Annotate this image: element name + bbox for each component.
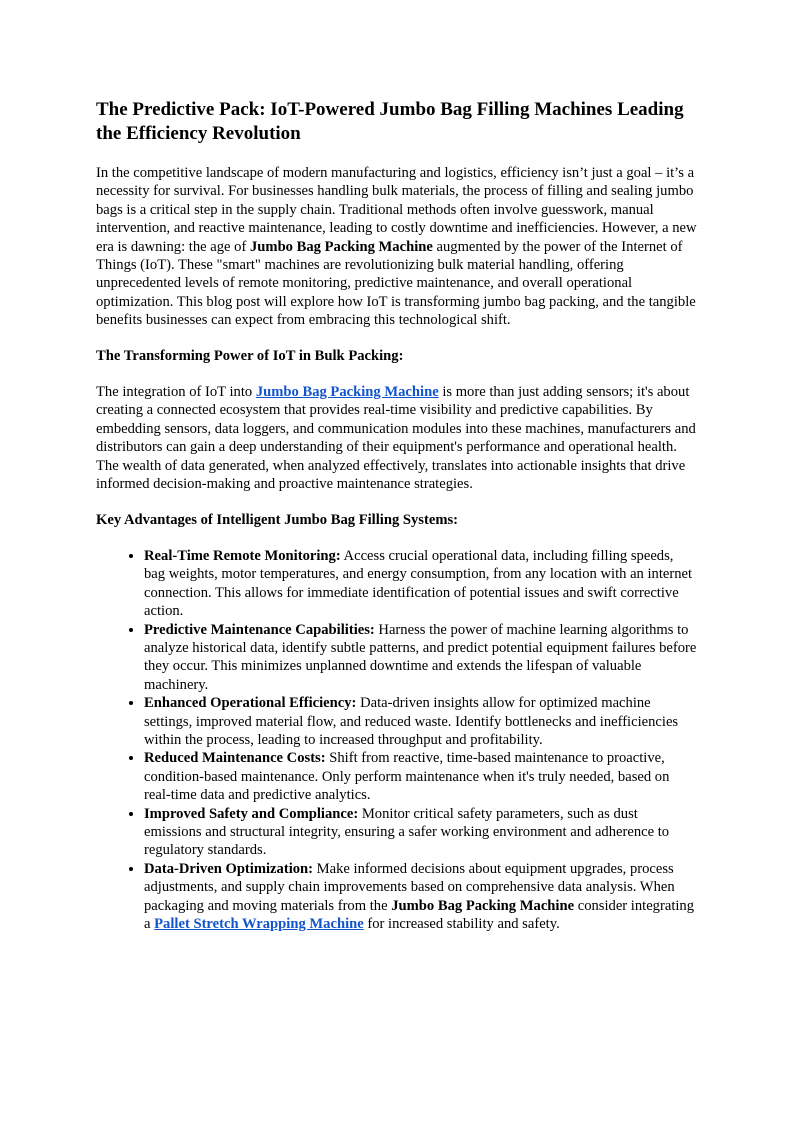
list-item-text: Harness the power of machine learning algorithms to analyze historical data, identify subtle patterns, and predict potential equipment failures before they occur. This minimizes unplanned downtime and extends the lifespan of valuable machinery. [144,621,697,693]
list-item-label: Real-Time Remote Monitoring: [144,547,341,564]
list-item-text: consider integrating a [144,897,695,933]
list-item-label: Enhanced Operational Efficiency: [144,695,357,712]
list-item [144,621,698,695]
jumbo-bag-packing-machine-link[interactable]: Jumbo Bag Packing Machine [255,384,439,401]
list-item [144,694,698,749]
list-item [144,547,698,621]
document-page [96,98,698,933]
advantages-list [96,547,698,934]
list-item-label: Reduced Maintenance Costs: [144,750,326,767]
section1-text-2: is more than just adding sensors; it's about creating a connected ecosystem that provides real-time visibility and predictive capabilities. By embedding sensors, data loggers, and communication modules into these machines, manufacturers and distributors can gain a deep understanding of their equipment's performance and operational health. The wealth of data generated, when analyzed effectively, translates into actionable insights that drive informed decision-making and proactive maintenance strategies. [96,384,696,493]
list-item [144,749,698,804]
intro-bold-term: Jumbo Bag Packing Machine [250,238,433,255]
intro-text-1: In the competitive landscape of modern manufacturing and logistics, efficiency isn’t just a goal – it’s a necessity for survival. For businesses handling bulk materials, the process of filling and sealing jumbo bags is a critical step in the supply chain. Traditional methods often involve guesswork, manual intervention, and reactive maintenance, leading to costly downtime and inefficiencies. However, a new era is dawning: the age of [96,165,697,255]
list-item-text: Access crucial operational data, including filling speeds, bag weights, motor temperatures, and energy consumption, from any location with an internet connection. This allows for immediate identification of potential issues and swift corrective action. [144,547,693,620]
list-item-text: Shift from reactive, time-based maintenance to proactive, condition-based maintenance. Only perform maintenance when it's truly needed, based on real-time data and predictive analytics. [144,750,670,804]
pallet-stretch-wrapping-machine-link[interactable]: Pallet Stretch Wrapping Machine [154,916,364,933]
list-item-label: Improved Safety and Compliance: [144,805,359,822]
list-item-label: Data-Driven Optimization: [144,860,314,877]
list-item [144,860,698,934]
intro-text-2: augmented by the power of the Internet of Things (IoT). These "smart" machines are revolutionizing bulk material handling, offering unprecedented levels of remote monitoring, predictive maintenance, and overall operational optimization. This blog post will explore how IoT is transforming jumbo bag packing, and the tangible benefits businesses can expect from embracing this technological shift. [96,238,696,329]
page-title: The Predictive Pack: IoT-Powered Jumbo Bag Filling Machines Leading the Efficiency Revolution [96,99,684,144]
section1-text-1: The integration of IoT into [96,384,256,401]
section-heading-iot-power: The Transforming Power of IoT in Bulk Packing: [96,347,404,364]
list-item-text: Monitor critical safety parameters, such as dust emissions and structural integrity, ensuring a safer working environment and adherence to regulatory standards. [144,805,670,859]
list-item-label: Predictive Maintenance Capabilities: [144,621,375,638]
intro-paragraph [96,164,698,330]
list-item-text: for increased stability and safety. [363,916,560,933]
list-item-bold-term: Jumbo Bag Packing Machine [391,897,575,914]
section-heading-key-advantages: Key Advantages of Intelligent Jumbo Bag Filling Systems: [96,511,459,528]
list-item-text: Make informed decisions about equipment upgrades, process adjustments, and supply chain improvements based on comprehensive data analysis. When packaging and moving materials from the [144,860,675,914]
list-item [144,805,698,860]
section1-paragraph [96,383,698,493]
list-item-text: Data-driven insights allow for optimized machine settings, improved material flow, and reduced waste. Identify bottlenecks and inefficiencies within the process, leading to increased throughput and profitability. [144,695,679,748]
